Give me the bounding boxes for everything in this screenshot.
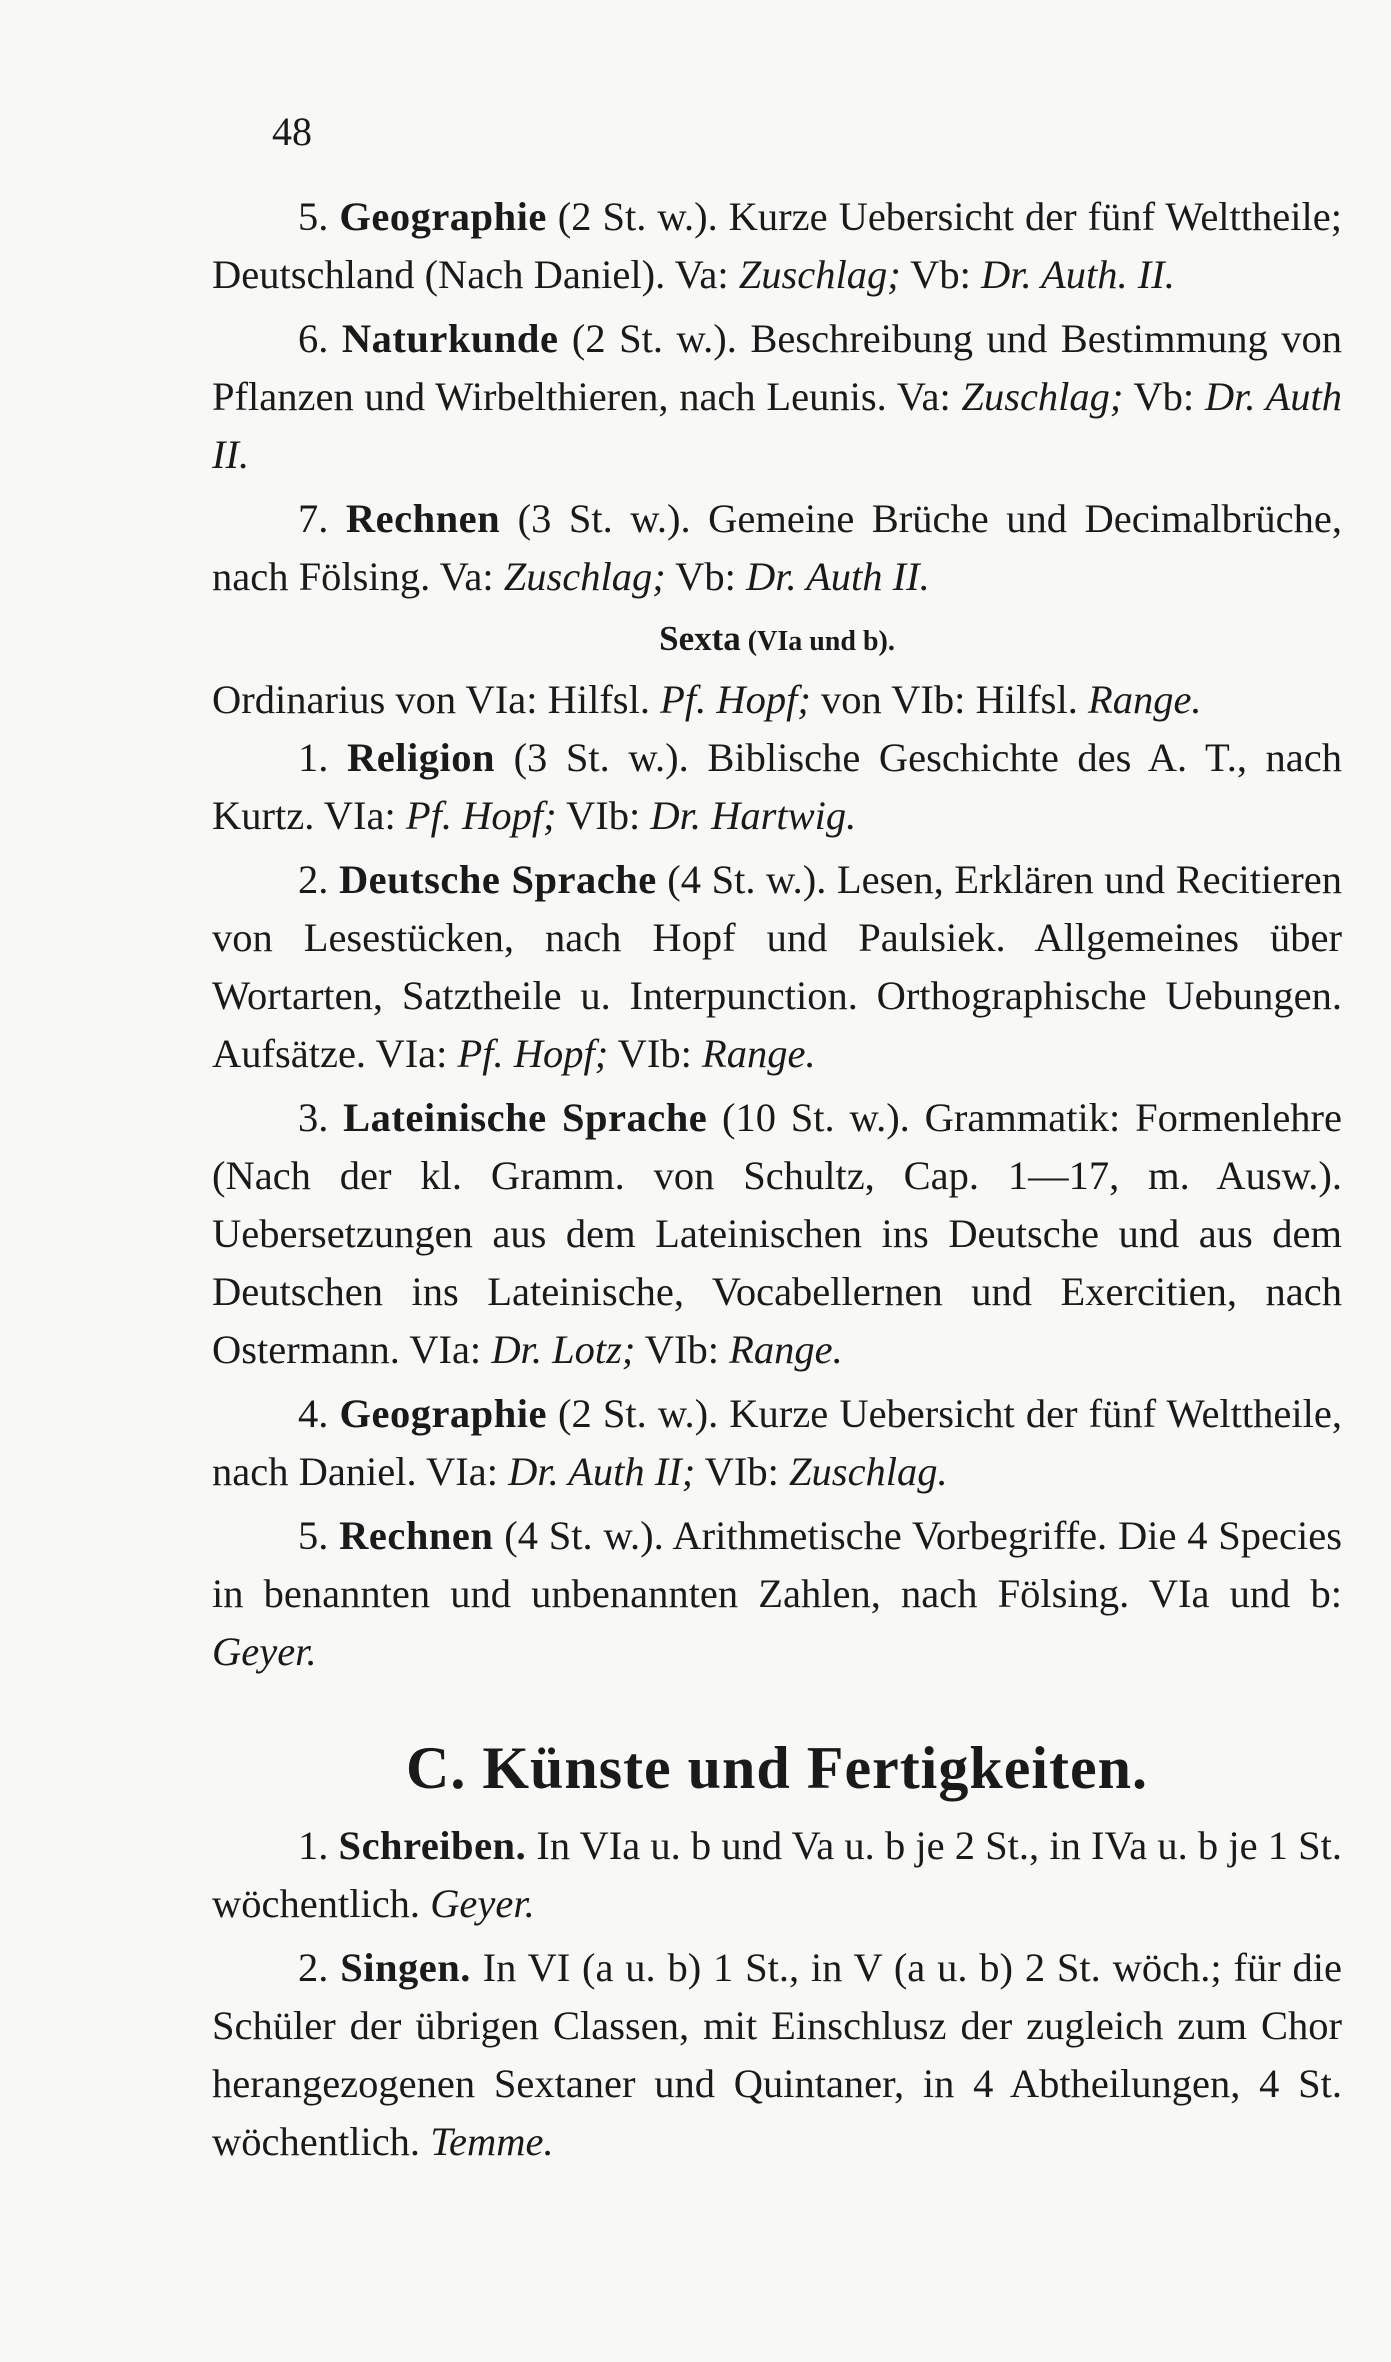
- teacher-name: Geyer.: [212, 1629, 317, 1674]
- subject-title: Singen.: [340, 1945, 471, 1990]
- item-text: (3 St. w.). Gemeine Brüche und Decimalbrüche, nach Fölsing. Va:: [212, 496, 1342, 599]
- subject-title: Rechnen: [339, 1513, 494, 1558]
- item-number: 1.: [298, 735, 329, 780]
- teacher-name: Geyer.: [430, 1881, 535, 1926]
- paragraph-religion-vi: [212, 729, 1342, 845]
- item-text: VIb:: [635, 1327, 730, 1372]
- item-number: 2.: [298, 857, 329, 902]
- item-number: 4.: [298, 1391, 329, 1436]
- item-text: VIb:: [608, 1031, 703, 1076]
- teacher-name: Pf. Hopf;: [405, 793, 557, 838]
- paragraph-schreiben: [212, 1817, 1342, 1933]
- teacher-name: Dr. Lotz;: [491, 1327, 636, 1372]
- ordinarius-text: Ordinarius von VIa: Hilfsl.: [212, 677, 661, 722]
- item-text: (2 St. w.). Kurze Uebersicht der fünf Welttheile, nach Daniel. VIa:: [212, 1391, 1343, 1494]
- item-number: 5.: [298, 1513, 329, 1558]
- item-number: 5.: [298, 194, 329, 239]
- item-text: Vb:: [900, 252, 981, 297]
- paragraph-geographie-v: [212, 188, 1342, 304]
- item-number: 3.: [298, 1095, 329, 1140]
- subject-title: Geographie: [339, 1391, 547, 1436]
- section-c-heading: C. Künste und Fertigkeiten.: [405, 1735, 1149, 1801]
- teacher-name: Zuschlag;: [738, 252, 901, 297]
- sexta-subtitle: (VIa und b).: [747, 626, 895, 657]
- teacher-name: Zuschlag.: [789, 1449, 948, 1494]
- subject-title: Naturkunde: [341, 316, 559, 361]
- teacher-name: Range.: [702, 1031, 816, 1076]
- subject-title: Schreiben.: [338, 1823, 527, 1868]
- item-text: In VI (a u. b) 1 St., in V (a u. b) 2 St. wöch.; für die Schüler der übrigen Classen, mit Einschlusz der zugleich zum Chor herangezogenen Sextaner und Quintaner, in 4 Abtheilungen, 4 St. wöchentlich.: [212, 1945, 1343, 2164]
- item-text: VIb:: [695, 1449, 790, 1494]
- paragraph-geographie-vi: [212, 1385, 1342, 1501]
- teacher-name: Zuschlag;: [503, 554, 666, 599]
- item-text: VIb:: [556, 793, 651, 838]
- paragraph-deutsch-vi: [212, 851, 1342, 1083]
- page-number: 48: [272, 109, 312, 154]
- paragraph-naturkunde-v: [212, 310, 1342, 484]
- paragraph-singen: [212, 1939, 1342, 2171]
- teacher-name: Zuschlag;: [961, 374, 1124, 419]
- subject-title: Deutsche Sprache: [338, 857, 657, 902]
- subject-title: Religion: [346, 735, 495, 780]
- item-text: (4 St. w.). Lesen, Erklären und Recitieren von Lesestücken, nach Hopf und Paulsiek. Allgemeines über Wortarten, Satztheile u. Interpunction. Orthographische Uebungen. Aufsätze. VIa:: [212, 857, 1342, 1076]
- teacher-name: Pf. Hopf;: [457, 1031, 609, 1076]
- item-text: (3 St. w.). Biblische Geschichte des A. T., nach Kurtz. VIa:: [212, 735, 1342, 838]
- subject-title: Rechnen: [345, 496, 501, 541]
- item-number: 6.: [298, 316, 329, 361]
- subject-title: Geographie: [339, 194, 547, 239]
- sexta-heading: [212, 610, 1342, 671]
- item-number: 7.: [298, 496, 329, 541]
- teacher-name: Temme.: [430, 2119, 554, 2164]
- item-text: (2 St. w.). Kurze Uebersicht der fünf Welttheile; Deutschland (Nach Daniel). Va:: [212, 194, 1343, 297]
- teacher-name: Dr. Auth. II.: [980, 252, 1175, 297]
- item-text: (10 St. w.). Grammatik: Formenlehre (Nach der kl. Gramm. von Schultz, Cap. 1—17, m. Ausw.). Uebersetzungen aus dem Lateinischen ins Deutsche und aus dem Deutschen ins Lateinische, Vocabellernen und Exercitien, nach Ostermann. VIa:: [212, 1095, 1343, 1372]
- teacher-name: Dr. Auth II;: [508, 1449, 696, 1494]
- item-number: 1.: [298, 1823, 329, 1868]
- teacher-name: Range.: [1087, 677, 1202, 722]
- sexta-title: Sexta: [659, 619, 741, 658]
- item-number: 2.: [298, 1945, 329, 1990]
- item-text: Vb:: [665, 554, 747, 599]
- item-text: Vb:: [1123, 374, 1205, 419]
- teacher-name: Dr. Auth II.: [746, 554, 930, 599]
- item-text: (4 St. w.). Arithmetische Vorbegriffe. Die 4 Species in benannten und unbenannten Zahlen, nach Fölsing. VIa und b:: [212, 1513, 1342, 1616]
- ordinarius-text: von VIb: Hilfsl.: [810, 677, 1088, 722]
- teacher-name: Dr. Auth II.: [212, 374, 1342, 477]
- page-body: [212, 188, 1342, 2171]
- paragraph-latein-vi: [212, 1089, 1342, 1379]
- paragraph-rechnen-v: [212, 490, 1342, 606]
- ordinarius-line: [212, 671, 1342, 729]
- item-text: In VIa u. b und Va u. b je 2 St., in IVa u. b je 1 St. wöchentlich.: [212, 1823, 1343, 1926]
- paragraph-rechnen-vi: [212, 1507, 1342, 1681]
- teacher-name: Range.: [729, 1327, 843, 1372]
- teacher-name: Dr. Hartwig.: [650, 793, 857, 838]
- teacher-name: Pf. Hopf;: [660, 677, 811, 722]
- item-text: (2 St. w.). Beschreibung und Bestimmung von Pflanzen und Wirbelthieren, nach Leunis. Va:: [212, 316, 1342, 419]
- subject-title: Lateinische Sprache: [343, 1095, 708, 1140]
